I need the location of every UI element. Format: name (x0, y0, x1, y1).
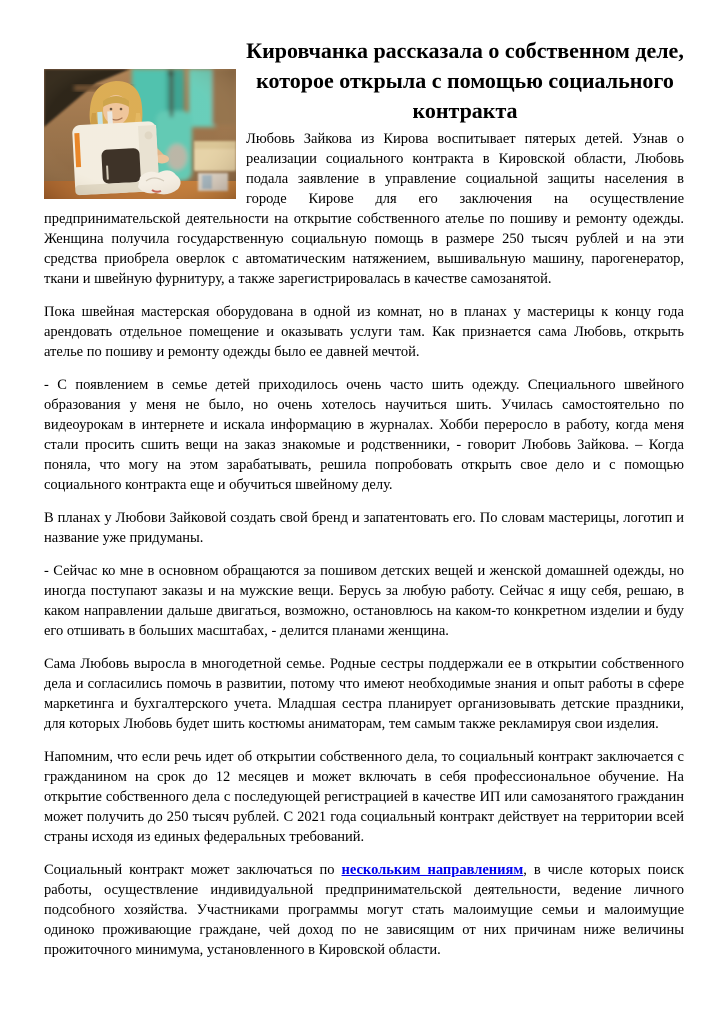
article-paragraph-8 (44, 860, 684, 960)
photo-vignette (44, 69, 236, 199)
article-photo (44, 69, 236, 199)
article-paragraph-2: Пока швейная мастерская оборудована в одной из комнат, но в планах у мастерицы к концу года арендовать отдельное помещение и оказывать услуги там. Как признается сама Любовь, открыть ателье по пошиву и ремонту одежды было ее давней мечтой. (44, 304, 684, 360)
final-paragraph-before-link: Социальный контракт может заключаться по (44, 862, 342, 878)
article-title: Кировчанка рассказала о собственном деле, которое открыла с помощью социального контракта (246, 38, 684, 123)
article-paragraph-5: - Сейчас ко мне в основном обращаются за пошивом детских вещей и женской домашней одежды, но иногда поступают заказы и на мужские вещи. Берусь за любую работу. Сейчас я ищу себя, решаю, в каком направлении дальше двигаться, возможно, остановлюсь на каком-то конкретном изделии и буду его отшивать в больших масштабах, - делится планами женщина. (44, 563, 684, 639)
article-paragraph-6: Сама Любовь выросла в многодетной семье. Родные сестры поддержали ее в открытии собственного дела и согласились помочь в развитии, потому что имеют необходимые знания и опыт работы в сфере маркетинга и бухгалтерского учета. Младшая сестра планирует организовывать детские праздники, для которых Любовь будет шить костюмы аниматорам, тем самым также рекламируя свои изделия. (44, 656, 684, 732)
directions-hyperlink[interactable]: нескольким направлениям (341, 862, 524, 878)
sewing-photo-illustration (44, 69, 236, 199)
article-paragraph-3: - С появлением в семье детей приходилось очень часто шить одежду. Специального швейного образования у меня не было, но очень хотелось научиться шить. Училась самостоятельно по видеоурокам в интернете и искала информацию в журналах. Хобби переросло в работу, когда меня стали просить сшить вещи на заказ знакомые и родственники, - говорит Любовь Зайкова. – Когда поняла, что могу на этом зарабатывать, решила попробовать открыть свое дело и с помощью социального контракта еще и обучиться швейному делу. (44, 377, 684, 493)
article-paragraph-4: В планах у Любови Зайковой создать свой бренд и запатентовать его. По словам мастерицы, логотип и название уже придуманы. (44, 510, 684, 546)
final-paragraph-after-link: , в числе которых поиск работы, осуществление индивидуальной предпринимательской деятельности, ведение личного подсобного хозяйства. Участниками программы могут стать малоимущие семьи и малоимущие одиноко проживающие граждане, чей доход по не зависящим от них причинам ниже величины прожиточного минимума, установленного в Кировской области. (44, 862, 684, 958)
article-paragraph-7: Напомним, что если речь идет об открытии собственного дела, то социальный контракт заключается с гражданином на срок до 12 месяцев и может включать в себя профессиональное обучение. На открытие собственного дела с последующей регистрацией в качестве ИП или самозанятого гражданин может получить до 250 тысяч рублей. С 2021 года социальный контракт действует на территории всей страны исходя из единых федеральных требований. (44, 749, 684, 845)
article-paragraph-1: Любовь Зайкова из Кирова воспитывает пятерых детей. Узнав о реализации социального контракта в Кировской области, Любовь подала заявление в управление социальной защиты населения в городе Кирове для его заключения на осуществление предпринимательской деятельности на открытие собственного ателье по пошиву и ремонту одежды. Женщина получила государственную социальную помощь в размере 250 тысяч рублей и на эти средства приобрела оверлок с автоматическим натяжением, вышивальную машину, парогенератор, ткани и швейную фурнитуру, а также зарегистрировалась в качестве самозанятой. (44, 131, 684, 287)
